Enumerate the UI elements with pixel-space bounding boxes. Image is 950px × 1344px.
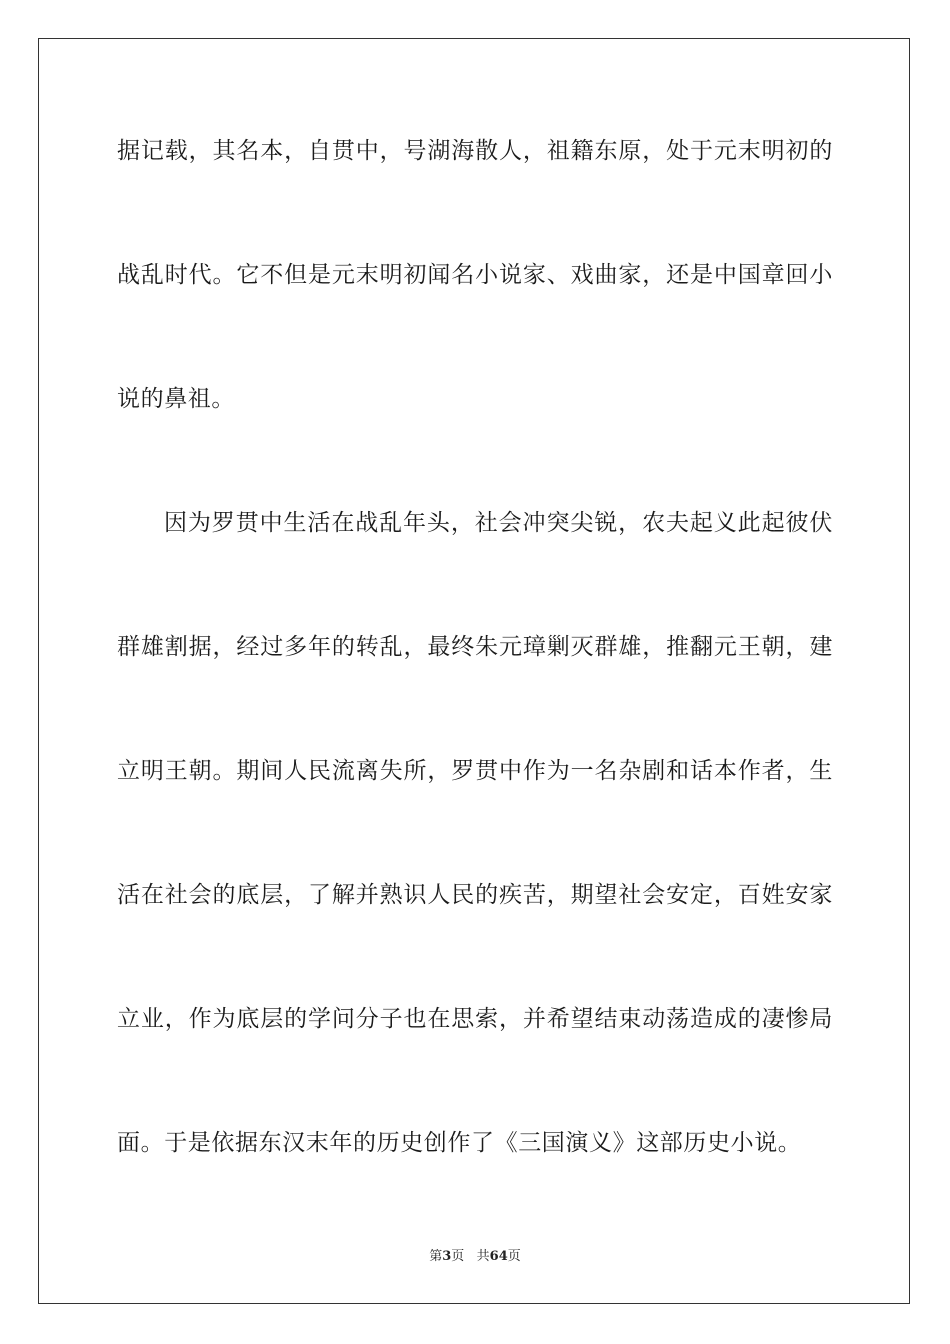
text-line-4: 因为罗贯中生活在战乱年头，社会冲突尖锐，农夫起义此起彼伏	[164, 510, 833, 536]
text-line-7: 活在社会的底层，了解并熟识人民的疾苦，期望社会安定，百姓安家	[117, 882, 833, 908]
text-line-5: 群雄割据，经过多年的转乱，最终朱元璋剿灭群雄，推翻元王朝，建	[117, 634, 833, 660]
text-line-6: 立明王朝。期间人民流离失所，罗贯中作为一名杂剧和话本作者，生	[117, 758, 833, 784]
text-line-1: 据记载，其名本，自贯中，号湖海散人，祖籍东原，处于元末明初的	[117, 138, 833, 164]
text-line-2: 战乱时代。它不但是元末明初闻名小说家、戏曲家，还是中国章回小	[117, 262, 833, 288]
footer-suffix: 页	[507, 1249, 521, 1264]
current-page-number: 3	[442, 1249, 452, 1264]
footer-prefix: 第	[429, 1249, 443, 1264]
text-line-8: 立业，作为底层的学问分子也在思索，并希望结束动荡造成的凄惨局	[117, 1006, 833, 1032]
page-border	[38, 38, 910, 1304]
text-line-9: 面。于是依据东汉末年的历史创作了《三国演义》这部历史小说。	[117, 1130, 802, 1156]
page-footer	[0, 1245, 950, 1264]
total-pages-number: 64	[489, 1249, 508, 1264]
text-line-3: 说的鼻祖。	[117, 386, 235, 412]
footer-middle: 页 共	[451, 1249, 490, 1264]
